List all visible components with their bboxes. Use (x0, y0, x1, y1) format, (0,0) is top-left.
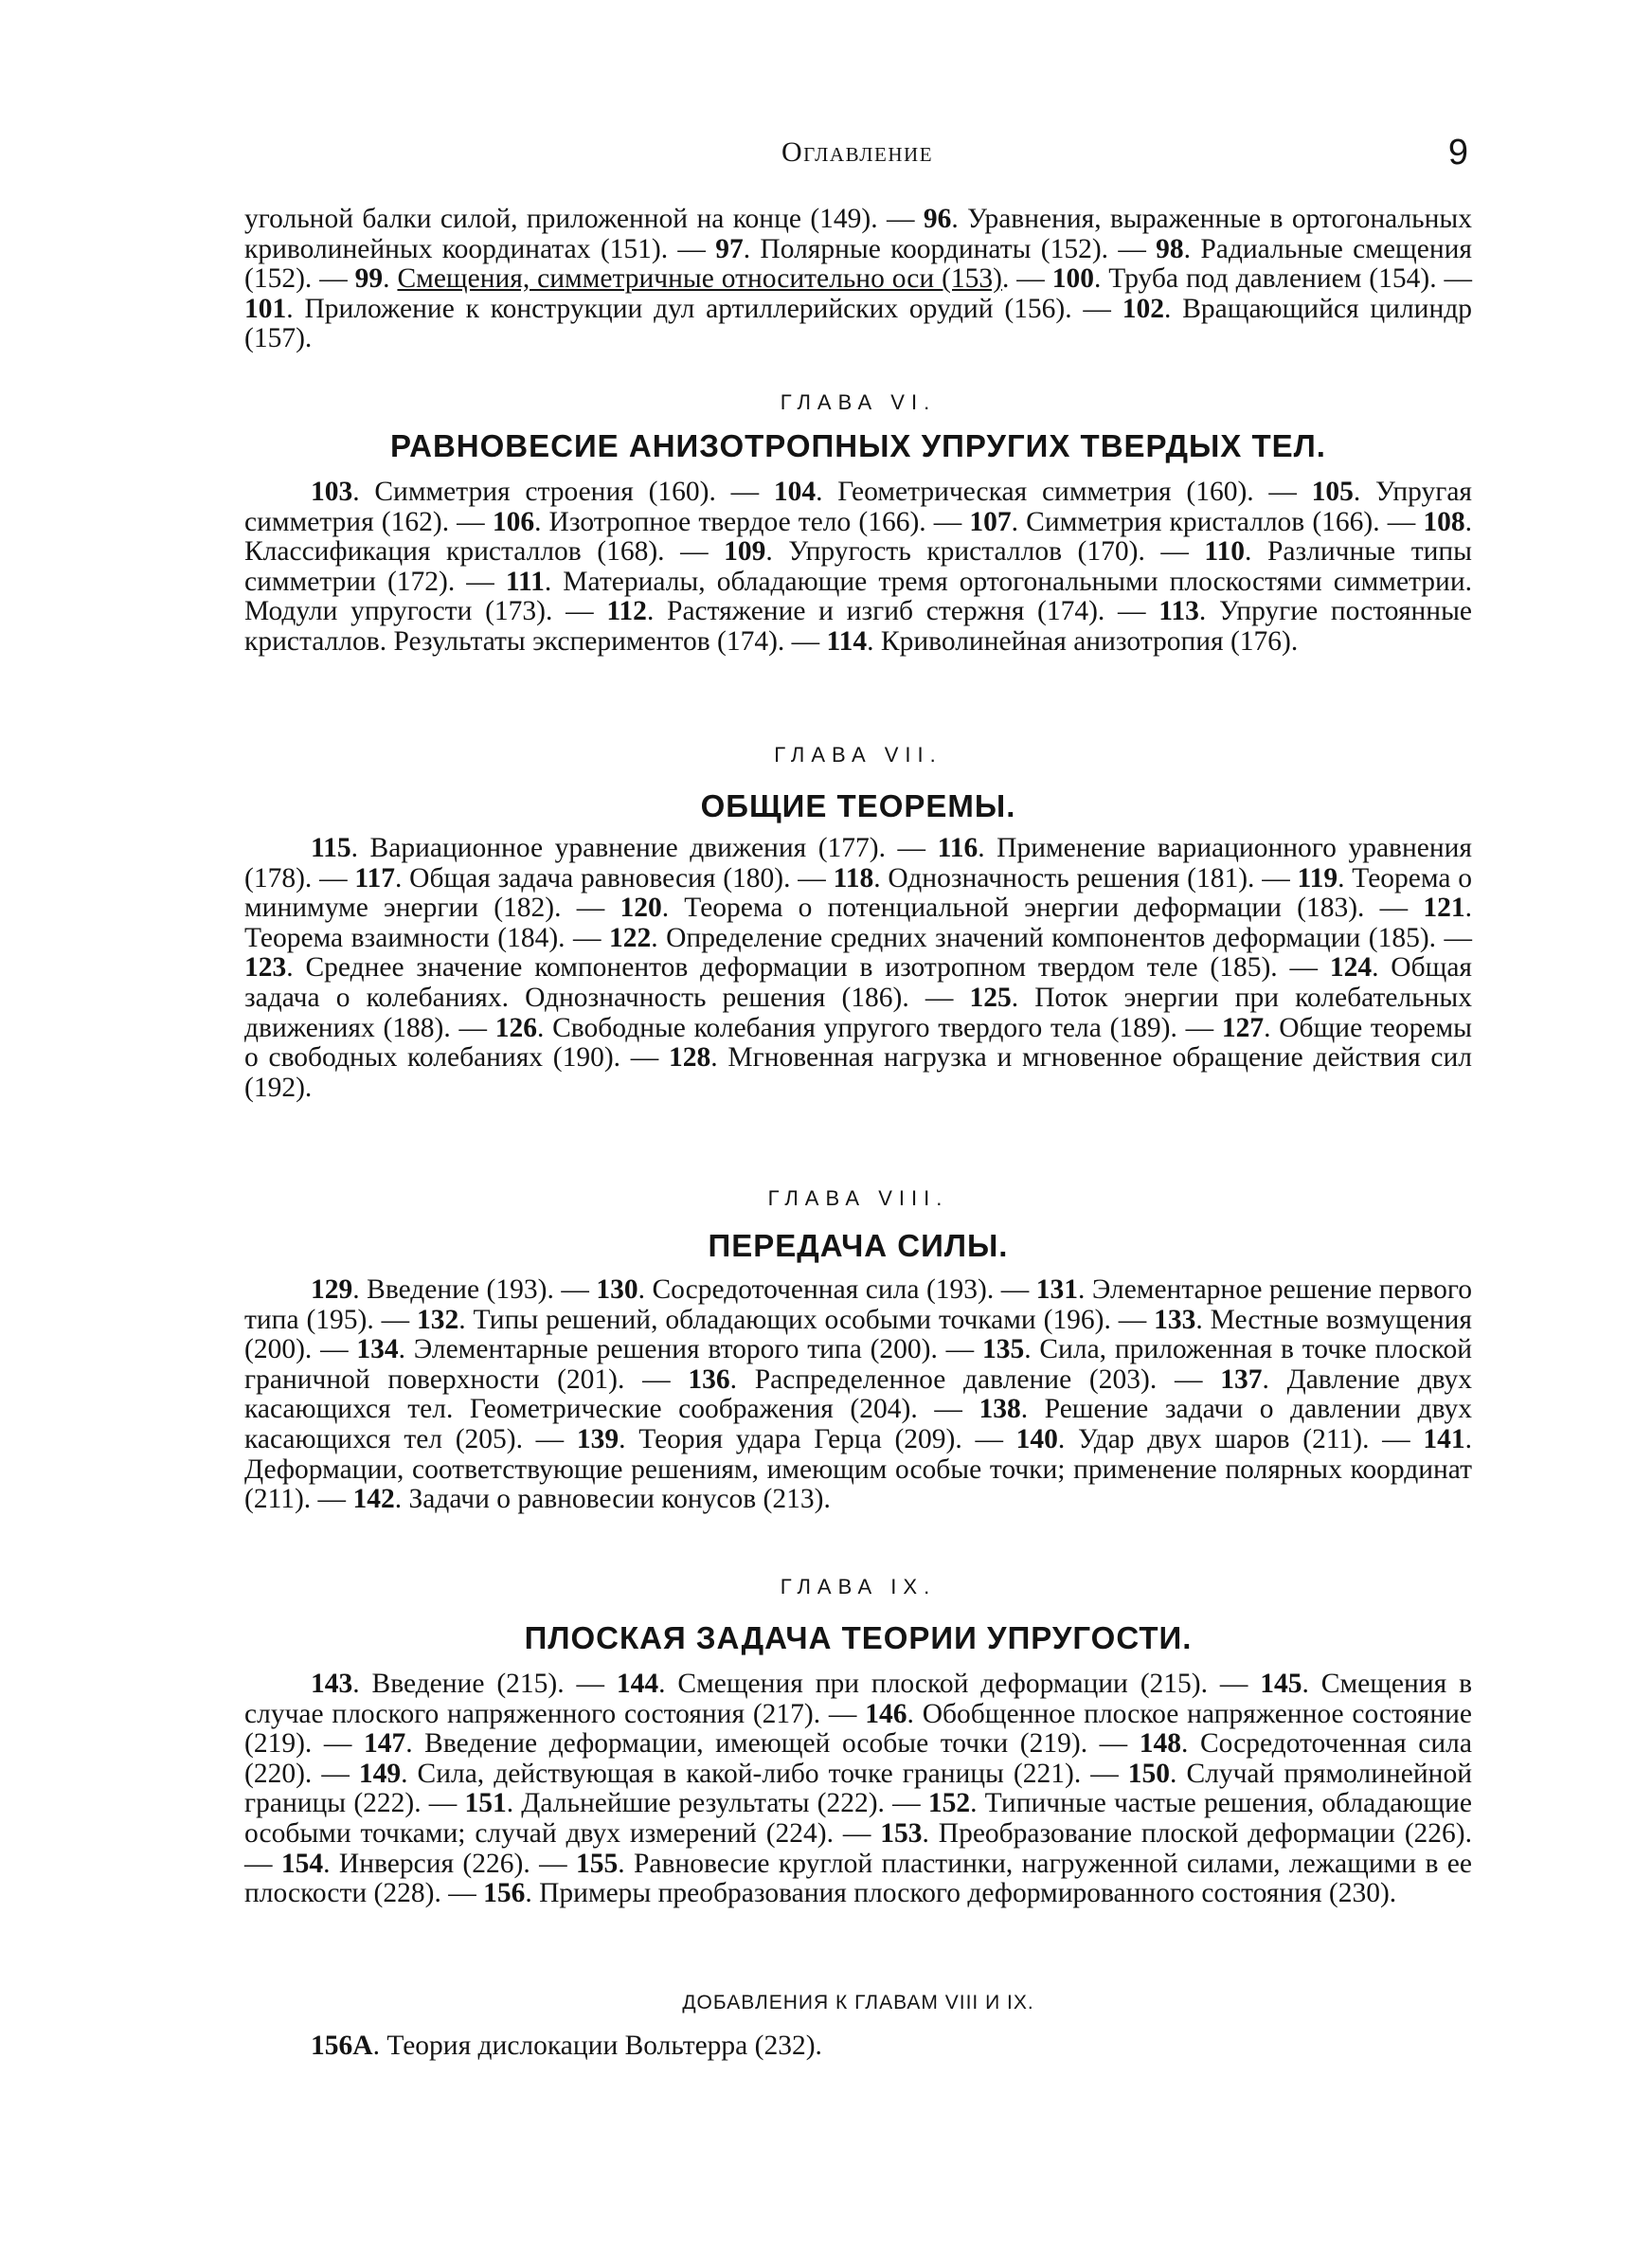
chapter-title: РАВНОВЕСИЕ АНИЗОТРОПНЫХ УПРУГИХ ТВЕРДЫХ ТЕЛ. (390, 428, 1326, 463)
chapter-8 (244, 1186, 1472, 1515)
intro-block (244, 205, 1472, 354)
running-title: Оглавление (781, 136, 934, 168)
chapter-7 (244, 743, 1472, 1103)
chapter-contents: 103. Симметрия строения (160). — 104. Геометрическая симметрия (160). — 105. Упругая симметрия (162). — 106. Изотропное твердое тело (166). — 107. Симметрия кристаллов (166). — 108. Классификация кристаллов (168). — 109. Упругость кристаллов (170). — 110. Различные типы симметрии (172). — 111. Материалы, обладающие тремя ортогональными плоскостями симметрии. Модули упругости (173). — 112. Растяжение и изгиб стержня (174). — 113. Упругие постоянные кристаллов. Результаты экспериментов (174). — 114. Криволинейная анизотропия (176). (244, 477, 1473, 657)
intro-paragraph: угольной балки силой, приложенной на конце (149). — 96. Уравнения, выраженные в ортогональных криволинейных координатах (151). — 97. Полярные координаты (152). — 98. Радиальные смещения (152). — 99. Смещения, симметричные относительно оси (153). — 100. Труба под давлением (154). — 101. Приложение к конструкции дул артиллерийских орудий (156). — 102. Вращающийся цилиндр (157). (244, 204, 1473, 354)
chapter-title: ПЕРЕДАЧА СИЛЫ. (708, 1228, 1009, 1263)
appendix-label: ДОБАВЛЕНИЯ К ГЛАВАМ VIII И IX. (682, 1992, 1034, 2013)
running-head (246, 133, 1468, 180)
page-number: 9 (1447, 133, 1468, 172)
chapter-label: ГЛАВА VIII. (767, 1186, 949, 1210)
appendix-contents: 156А. Теория дислокации Вольтерра (232). (311, 2031, 822, 2061)
appendix (244, 1992, 1472, 2062)
chapter-6 (244, 390, 1472, 658)
chapter-label: ГЛАВА VI. (780, 390, 937, 414)
chapter-title: ПЛОСКАЯ ЗАДАЧА ТЕОРИИ УПРУГОСТИ. (524, 1620, 1193, 1655)
chapter-contents: 129. Введение (193). — 130. Сосредоточенная сила (193). — 131. Элементарное решение первого типа (195). — 132. Типы решений, обладающих особыми точками (196). — 133. Местные возмущения (200). — 134. Элементарные решения второго типа (200). — 135. Сила, приложенная в точке плоской граничной поверхности (201). — 136. Распределенное давление (203). — 137. Давление двух касающихся тел. Геометрические соображения (204). — 138. Решение задачи о давлении двух касающихся тел (205). — 139. Теория удара Герца (209). — 140. Удар двух шаров (211). — 141. Деформации, соответствующие решениям, имеющим особые точки; применение полярных координат (211). — 142. Задачи о равновесии конусов (213). (244, 1274, 1472, 1515)
chapter-contents: 115. Вариационное уравнение движения (177). — 116. Применение вариационного уравнения (178). — 117. Общая задача равновесия (180). — 118. Однозначность решения (181). — 119. Теорема о минимуме энергии (182). — 120. Теорема о потенциальной энергии деформации (183). — 121. Теорема взаимности (184). — 122. Определение средних значений компонентов деформации (185). — 123. Среднее значение компонентов деформации в изотропном твердом теле (185). — 124. Общая задача о колебаниях. Однозначность решения (186). — 125. Поток энергии при колебательных движениях (188). — 126. Свободные колебания упругого твердого тела (189). — 127. Общие теоремы о свободных колебаниях (190). — 128. Мгновенная нагрузка и мгновенное обращение действия сил (192). (244, 833, 1473, 1103)
chapter-9 (244, 1575, 1472, 1909)
chapter-label: ГЛАВА VII. (774, 743, 943, 767)
chapter-label: ГЛАВА IX. (780, 1575, 937, 1598)
chapter-contents: 143. Введение (215). — 144. Смещения при плоской деформации (215). — 145. Смещения в случае плоского напряженного состояния (217). — 146. Обобщенное плоское напряженное состояние (219). — 147. Введение деформации, имеющей особые точки (219). — 148. Сосредоточенная сила (220). — 149. Сила, действующая в какой-либо точке границы (221). — 150. Случай прямолинейной границы (222). — 151. Дальнейшие результаты (222). — 152. Типичные частые решения, обладающие особыми точками; случай двух измерений (224). — 153. Преобразование плоской деформации (226). — 154. Инверсия (226). — 155. Равновесие круглой пластинки, нагруженной силами, лежащими в ее плоскости (228). — 156. Примеры преобразования плоского деформированного состояния (230). (244, 1669, 1472, 1909)
chapter-title: ОБЩИЕ ТЕОРЕМЫ. (700, 788, 1016, 823)
